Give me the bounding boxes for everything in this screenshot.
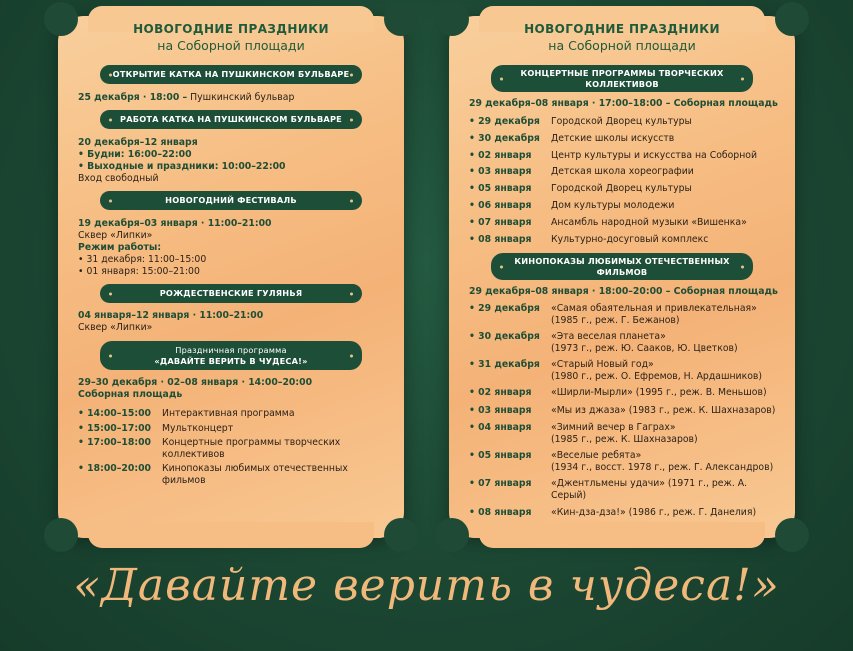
section-pill-concerts: КОНЦЕРТНЫЕ ПРОГРАММЫ ТВОРЧЕСКИХ КОЛЛЕКТИВОВ (491, 65, 753, 92)
right-card-subtitle: на Соборной площади (548, 38, 696, 53)
film-date: • 31 декабря (469, 359, 540, 370)
film-title: «Эта веселая планета» (1973 г., реж. Ю. Сааков, Ю. Цветков) (551, 331, 738, 354)
concert-row (469, 234, 785, 246)
film-title: «Старый Новый год» (1980 г., реж. О. Ефремов, Н. Ардашников) (551, 359, 762, 382)
film-date: • 05 января (469, 450, 532, 461)
schedule-row (78, 423, 390, 435)
film-title: «Кин-дза-дза!» (1986 г., реж. Г. Данелия) (551, 507, 757, 518)
film-date: • 29 декабря (469, 303, 540, 314)
concert-date: • 30 декабря (469, 132, 540, 144)
film-title: «Ширли-Мырли» (1995 г., реж. В. Меньшов) (551, 387, 767, 398)
right-card-header (449, 22, 795, 53)
film-title: «Мы из джаза» (1983 г., реж. К. Шахназаров) (551, 404, 776, 416)
concerts-dates: 29 декабря–08 января · 17:00–18:00 – Соборная площадь (469, 98, 778, 109)
program-info: 29–30 декабря · 02–08 января · 14:00–20:00 Соборная площадь (78, 377, 313, 400)
concert-row (469, 116, 785, 128)
film-date: • 08 января (469, 507, 532, 518)
concert-row (469, 166, 785, 178)
concert-venue: Городской Дворец культуры (551, 183, 692, 195)
concerts-schedule (469, 116, 785, 250)
schedule-text: Мультконцерт (162, 422, 234, 434)
section-pill-rink-hours (100, 110, 362, 129)
film-date: • 02 января (469, 387, 532, 398)
film-date: • 30 декабря (469, 331, 540, 342)
section-pill-films: КИНОПОКАЗЫ ЛЮБИМЫХ ОТЕЧЕСТВЕННЫХ ФИЛЬМОВ (491, 253, 753, 280)
concert-date: • 05 января (469, 183, 532, 195)
concert-venue: Центр культуры и искусства на Соборной (551, 149, 758, 161)
concert-venue: Детская школа хореографии (551, 166, 694, 178)
schedule-row (78, 463, 390, 486)
concert-date: • 02 января (469, 149, 532, 161)
film-row (469, 422, 785, 445)
right-card-title: НОВОГОДНИЕ ПРАЗДНИКИ (524, 22, 720, 36)
film-date: • 03 января (469, 404, 532, 416)
concert-date: • 29 декабря (469, 116, 540, 127)
section-pill-christmas (100, 284, 362, 303)
festival-info: 19 декабря–03 января · 11:00–21:00 Сквер «Липки» Режим работы: • 31 декабря: 11:00–15:00 • 01 января: 15:00–21:00 (78, 218, 272, 277)
film-row (469, 450, 785, 473)
concert-date: • 06 января (469, 199, 532, 211)
left-card-subtitle: на Соборной площади (157, 38, 305, 53)
section-pill-rink-opening (100, 65, 362, 84)
film-date: • 04 января (469, 422, 532, 433)
rink-hours-info: 20 декабря–12 января • Будни: 16:00–22:00 • Выходные и праздники: 10:00–22:00 Вход свободный (78, 137, 286, 184)
right-poster-card (449, 16, 795, 538)
film-row (469, 405, 785, 417)
film-row (469, 387, 785, 399)
films-schedule (469, 303, 785, 525)
concert-date: • 03 января (469, 166, 532, 178)
film-title: «Джентльмены удачи» (1971 г., реж. А. Серый) (551, 478, 748, 501)
pill-label: РАБОТА КАТКА НА ПУШКИНСКОМ БУЛЬВАРЕ (120, 114, 342, 125)
concert-venue: Детские школы искусств (551, 132, 675, 144)
film-row (469, 359, 785, 382)
concert-venue: Дом культуры молодежи (551, 199, 675, 211)
film-row (469, 478, 785, 501)
film-row (469, 507, 785, 519)
pill-label: НОВОГОДНИЙ ФЕСТИВАЛЬ (165, 195, 297, 206)
left-card-header (58, 22, 404, 53)
concert-venue: Ансамбль народной музыки «Вишенка» (551, 216, 747, 228)
schedule-text: Кинопоказы любимых отечественных фильмов (162, 463, 348, 486)
schedule-text: Концертные программы творческих коллективов (162, 437, 341, 460)
film-row (469, 331, 785, 354)
concert-row (469, 183, 785, 195)
slogan: «Давайте верить в чудеса!» (73, 560, 780, 611)
left-card-title: НОВОГОДНИЕ ПРАЗДНИКИ (133, 22, 329, 36)
concert-venue: Городской Дворец культуры (551, 116, 692, 127)
concert-date: • 07 января (469, 216, 532, 228)
film-title: «Самая обаятельная и привлекательная» (1985 г., реж. Г. Бежанов) (551, 303, 757, 326)
christmas-info: 04 января–12 января · 11:00–21:00 Сквер «Липки» (78, 310, 264, 333)
pill-label: РОЖДЕСТВЕНСКИЕ ГУЛЯНЬЯ (159, 288, 303, 299)
concert-row (469, 217, 785, 229)
schedule-time: • 17:00–18:00 (78, 437, 152, 448)
concert-row (469, 133, 785, 145)
film-row (469, 303, 785, 326)
schedule-row (78, 437, 390, 460)
schedule-time: • 18:00–20:00 (78, 463, 152, 474)
concert-row (469, 150, 785, 162)
left-poster-card (58, 16, 404, 538)
rink-opening-info: 25 декабря · 18:00 – Пушкинский бульвар (78, 92, 295, 103)
pill-label: ОТКРЫТИЕ КАТКА НА ПУШКИНСКОМ БУЛЬВАРЕ (112, 69, 350, 80)
schedule-time: • 15:00–17:00 (78, 422, 152, 434)
schedule-row (78, 408, 390, 420)
films-dates: 29 декабря–08 января · 18:00–20:00 – Соборная площадь (469, 286, 778, 297)
schedule-text: Интерактивная программа (162, 408, 295, 419)
concert-date: • 08 января (469, 233, 532, 245)
section-pill-program: Праздничная программа «ДАВАЙТЕ ВЕРИТЬ В ЧУДЕСА!» (100, 341, 362, 370)
concert-row (469, 200, 785, 212)
concert-venue: Культурно-досуговый комплекс (551, 233, 709, 245)
section-pill-festival (100, 191, 362, 210)
card-bottom-tab (88, 522, 374, 548)
schedule-time: • 14:00–15:00 (78, 408, 152, 419)
program-schedule (78, 408, 390, 489)
film-title: «Зимний вечер в Гаграх» (1985 г., реж. К. Шахназаров) (551, 422, 698, 445)
film-date: • 07 января (469, 478, 532, 489)
card-bottom-tab (479, 522, 765, 548)
film-title: «Веселые ребята» (1934 г., восст. 1978 г., реж. Г. Александров) (551, 450, 774, 473)
